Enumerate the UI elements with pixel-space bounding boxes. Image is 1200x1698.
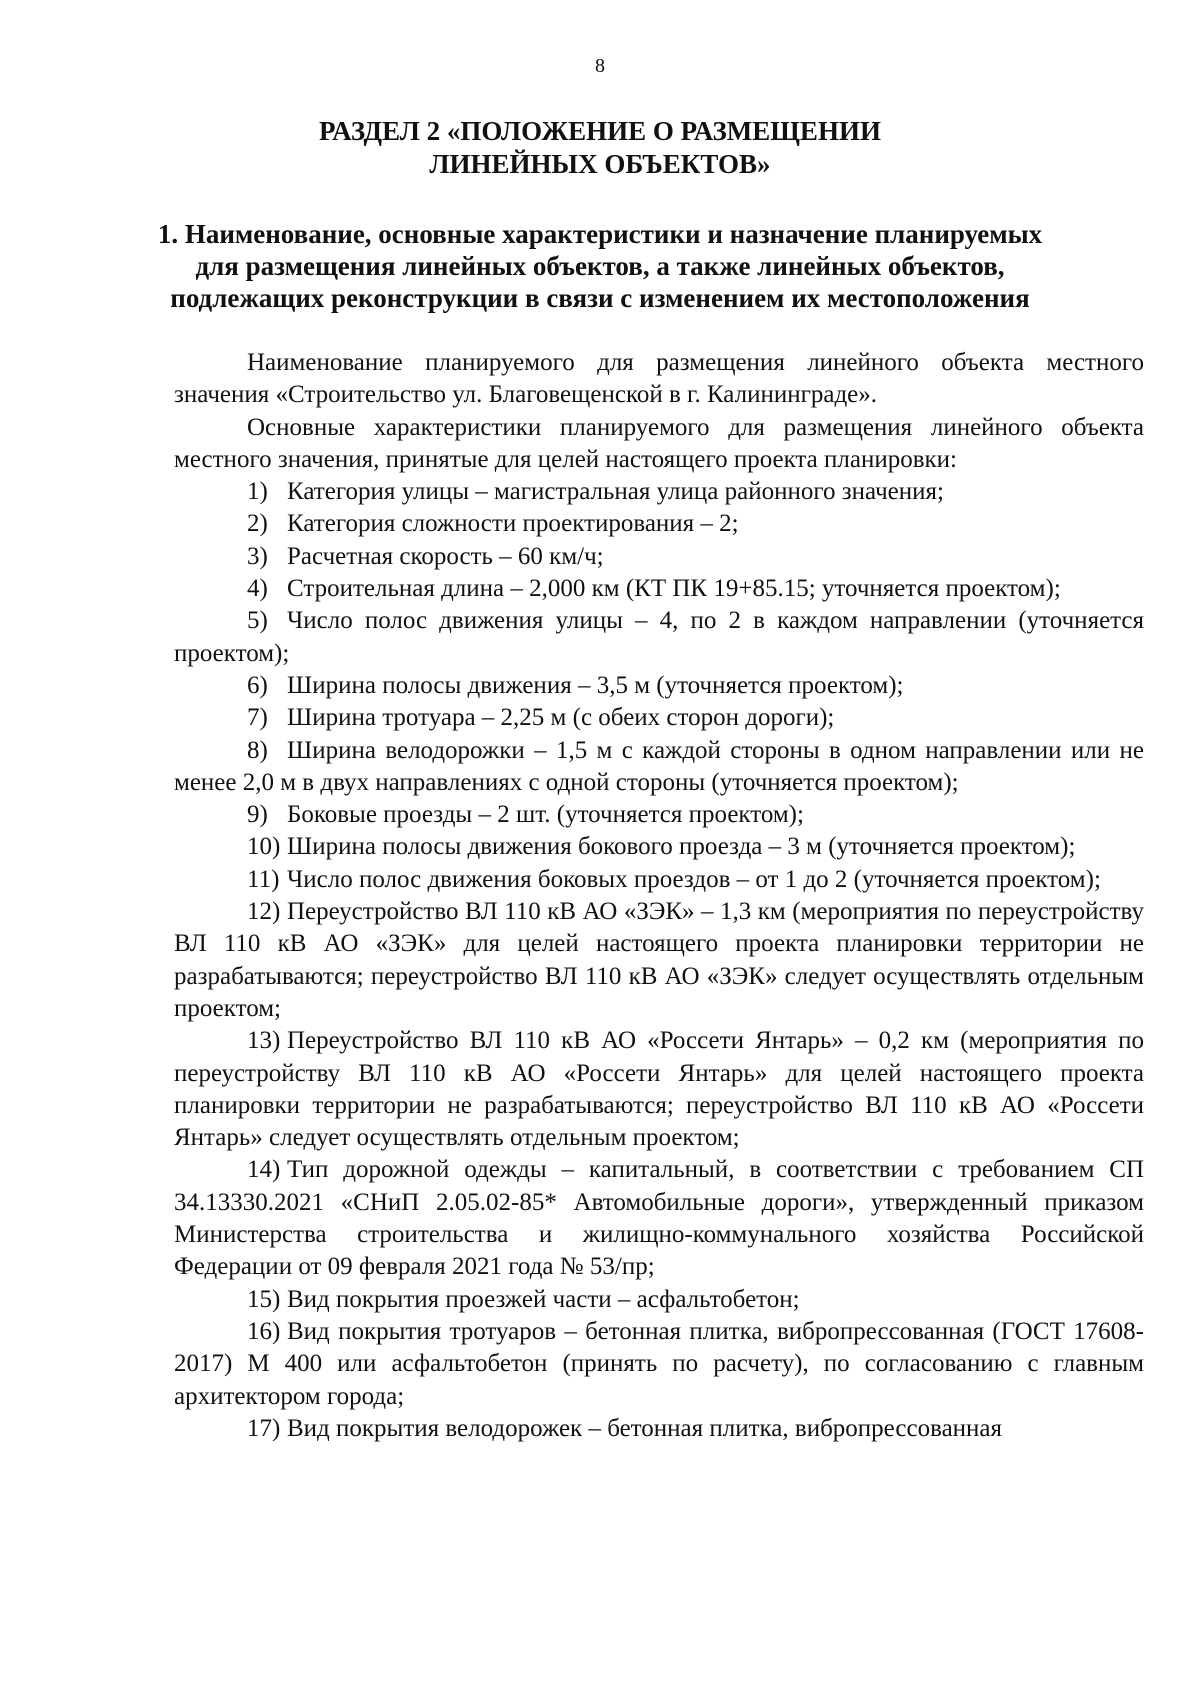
- list-item: [174, 573, 1144, 605]
- list-item-number: 1): [247, 478, 268, 506]
- list-item: [174, 1284, 1144, 1316]
- list-item: [174, 1154, 1144, 1283]
- document-body: [174, 347, 1144, 1445]
- list-item-text: Переустройство ВЛ 110 кВ АО «Россети Янтарь» – 0,2 км (мероприятия по переустройству ВЛ 110 кВ АО «Россети Янтарь» для целей настоящего проекта планировки территории не разрабатываются; переустройство ВЛ 110 кВ АО «Россети Янтарь» следует осуществлять отдельным проектом;: [174, 1027, 1144, 1152]
- list-item-number: 4): [247, 575, 268, 603]
- list-item-number: 12): [247, 898, 281, 926]
- list-item-number: 10): [247, 833, 281, 861]
- characteristics-list: [174, 476, 1144, 1445]
- list-item-text: Боковые проезды – 2 шт. (уточняется проектом);: [287, 801, 804, 829]
- list-item-text: Число полос движения улицы – 4, по 2 в каждом направлении (уточняется проектом);: [174, 607, 1144, 667]
- list-item-number: 3): [247, 542, 268, 570]
- list-item-text: Число полос движения боковых проездов – от 1 до 2 (уточняется проектом);: [287, 865, 1101, 893]
- list-item-text: Категория улицы – магистральная улица районного значения;: [287, 478, 944, 506]
- list-item-number: 9): [247, 801, 268, 829]
- list-item: [174, 831, 1144, 863]
- list-item-number: 8): [247, 736, 268, 764]
- list-item-text: Тип дорожной одежды – капитальный, в соответствии с требованием СП 34.13330.2021 «СНиП 2.05.02-85* Автомобильные дороги», утвержденный приказом Министерства строительства и жилищно-коммунального хозяйства Российской Федерации от 09 февраля 2021 года № 53/пр;: [174, 1156, 1144, 1281]
- list-item: [174, 735, 1144, 800]
- list-item-text: Ширина велодорожки – 1,5 м с каждой стороны в одном направлении или не менее 2,0 м в двух направлениях с одной стороны (уточняется проектом);: [174, 736, 1144, 796]
- paragraph: Наименование планируемого для размещения линейного объекта местного значения «Строительство ул. Благовещенской в г. Калининграде».: [174, 349, 1144, 409]
- list-item: [174, 1025, 1144, 1154]
- list-item: [174, 799, 1144, 831]
- list-item-number: 11): [247, 865, 280, 893]
- list-item-text: Вид покрытия тротуаров – бетонная плитка, вибропрессованная (ГОСТ 17608-2017) М 400 или асфальтобетон (принять по расчету), по согласованию с главным архитектором города;: [174, 1317, 1144, 1410]
- list-item-number: 13): [247, 1027, 281, 1055]
- list-item-text: Вид покрытия велодорожек – бетонная плитка, вибропрессованная: [287, 1414, 1003, 1442]
- list-item: [174, 1413, 1144, 1445]
- list-item-number: 6): [247, 671, 268, 699]
- list-item-number: 7): [247, 704, 268, 732]
- list-item-number: 15): [247, 1285, 281, 1313]
- list-item-number: 14): [247, 1156, 281, 1184]
- list-item-text: Категория сложности проектирования – 2;: [287, 510, 739, 538]
- list-item-text: Ширина полосы движения – 3,5 м (уточняется проектом);: [287, 671, 904, 699]
- list-item-text: Расчетная скорость – 60 км/ч;: [287, 542, 604, 570]
- list-item-number: 2): [247, 510, 268, 538]
- paragraph: Основные характеристики планируемого для размещения линейного объекта местного значения, принятые для целей настоящего проекта планировки:: [174, 413, 1144, 473]
- list-item: [174, 1316, 1144, 1413]
- list-item: [174, 541, 1144, 573]
- list-item: [174, 702, 1144, 734]
- list-item: [174, 670, 1144, 702]
- list-item-text: Ширина тротуара – 2,25 м (с обеих сторон дороги);: [287, 704, 835, 732]
- list-item: [174, 864, 1144, 896]
- list-item-text: Вид покрытия проезжей части – асфальтобетон;: [287, 1285, 800, 1313]
- list-item: [174, 508, 1144, 540]
- subsection-heading-line: подлежащих реконструкции в связи с изменением их местоположения: [170, 283, 1030, 313]
- subsection-heading-line: для размещения линейных объектов, а также линейных объектов,: [195, 251, 1005, 281]
- list-item-number: 5): [247, 607, 268, 635]
- list-item-text: Ширина полосы движения бокового проезда – 3 м (уточняется проектом);: [287, 833, 1076, 861]
- page-number: 8: [595, 55, 605, 77]
- section-title-line: РАЗДЕЛ 2 «ПОЛОЖЕНИЕ О РАЗМЕЩЕНИИ: [319, 116, 881, 146]
- list-item-number: 16): [247, 1317, 281, 1345]
- list-item: [174, 896, 1144, 1025]
- list-item-number: 17): [247, 1414, 281, 1442]
- list-item: [174, 605, 1144, 670]
- section-title-line: ЛИНЕЙНЫХ ОБЪЕКТОВ»: [429, 149, 771, 179]
- list-item: [174, 476, 1144, 508]
- list-item-text: Переустройство ВЛ 110 кВ АО «ЗЭК» – 1,3 км (мероприятия по переустройству ВЛ 110 кВ АО «ЗЭК» для целей настоящего проекта планировки территории не разрабатываются; переустройство ВЛ 110 кВ АО «ЗЭК» следует осуществлять отдельным проектом;: [174, 898, 1144, 1022]
- subsection-heading-line: 1. Наименование, основные характеристики и назначение планируемых: [157, 219, 1043, 249]
- list-item-text: Строительная длина – 2,000 км (КТ ПК 19+85.15; уточняется проектом);: [287, 575, 1061, 603]
- section-title: [0, 115, 1200, 181]
- subsection-heading: [0, 218, 1200, 314]
